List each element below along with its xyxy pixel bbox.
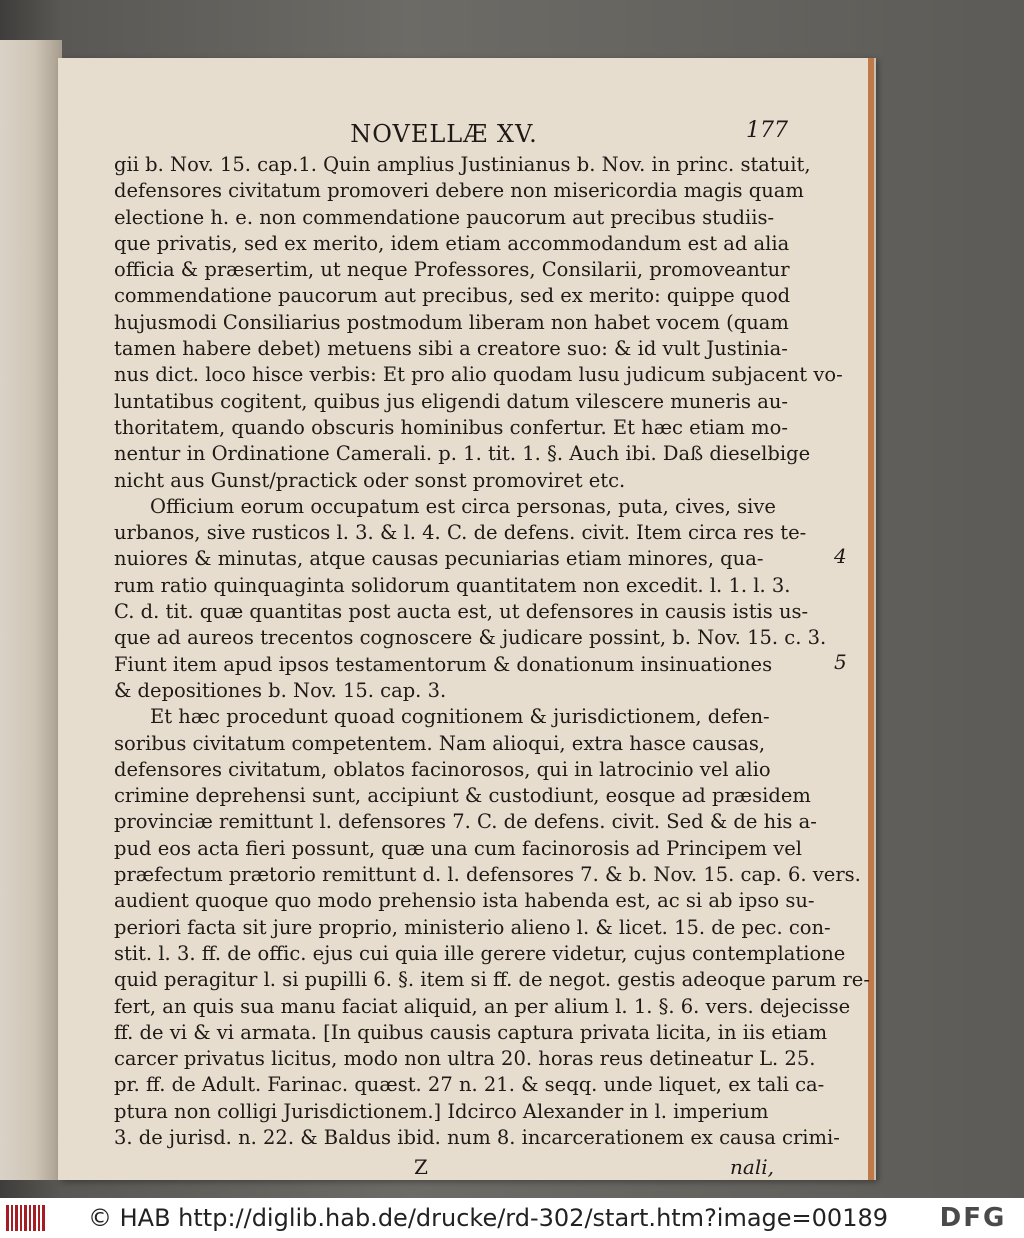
text-line: pud eos acta fieri possunt, quæ una cum facinorosis ad Principem vel — [114, 836, 803, 860]
text-line: nicht aus Gunst/practick oder sonst promoviret etc. — [114, 468, 626, 492]
text-line: Et hæc procedunt quoad cognitionem & jurisdictionem, defen- — [150, 705, 770, 729]
text-line: commendatione paucorum aut precibus, sed ex merito: quippe quod — [114, 284, 791, 308]
text-line: Officium eorum occupatum est circa personas, puta, cives, sive — [150, 494, 776, 518]
text-line: officia & præsertim, ut neque Professores, Consilarii, promoveantur — [114, 258, 790, 282]
text-line: & depositiones b. Nov. 15. cap. 3. — [114, 678, 447, 702]
margin-number: 4 — [834, 544, 847, 568]
running-title: NOVELLÆ XV. — [350, 120, 538, 148]
text-line: ff. de vi & vi armata. [In quibus causis captura privata licita, in iis etiam — [114, 1020, 828, 1044]
copyright-url: © HAB http://diglib.hab.de/drucke/rd-302/start.htm?image=00189 — [87, 1204, 889, 1232]
text-line: nentur in Ordinatione Camerali. p. 1. tit. 1. §. Auch ibi. Daß dieselbige — [114, 442, 811, 466]
text-line: fert, an quis sua manu faciat aliquid, an per alium l. 1. §. 6. vers. dejecisse — [114, 994, 851, 1018]
text-line: 3. de jurisd. n. 22. & Baldus ibid. num 8. incarcerationem ex causa crimi- — [114, 1125, 840, 1149]
margin-number: 5 — [834, 650, 847, 674]
text-line: rum ratio quinquaginta solidorum quantitatem non excedit. l. 1. l. 3. — [114, 573, 791, 597]
text-line: que ad aureos trecentos cognoscere & judicare possint, b. Nov. 15. c. 3. — [114, 626, 827, 650]
running-head — [114, 118, 788, 152]
text-line: soribus civitatum competentem. Nam alioqui, extra hasce causas, — [114, 731, 766, 755]
text-line: luntatibus cogitent, quibus jus eligendi datum vilescere muneris au- — [114, 389, 788, 413]
body-text — [114, 152, 870, 1151]
signature-mark: Z — [414, 1155, 428, 1180]
text-line: præfectum prætorio remittunt d. l. defensores 7. & b. Nov. 15. cap. 6. vers. — [114, 863, 861, 887]
text-line: nuiores & minutas, atque causas pecuniarias etiam minores, qua- — [114, 547, 764, 571]
text-line: thoritatem, quando obscuris hominibus confertur. Et hæc etiam mo- — [114, 415, 788, 439]
text-line: gii b. Nov. 15. cap.1. Quin amplius Justinianus b. Nov. in princ. statuit, — [114, 153, 811, 176]
text-line: ptura non colligi Jurisdictionem.] Idcirco Alexander in l. imperium — [114, 1099, 769, 1123]
facing-page-edge — [0, 40, 62, 1180]
text-line: stit. l. 3. ff. de offic. ejus cui quia ille gerere videtur, cujus contemplatione — [114, 941, 846, 965]
text-line: periori facta sit jure proprio, ministerio alieno l. & licet. 15. de pec. con- — [114, 915, 831, 939]
text-line: audient quoque quo modo prehensio ista habenda est, ac si ab ipso su- — [114, 889, 815, 913]
page-footer-line — [114, 1155, 774, 1183]
catchword: nali, — [730, 1155, 774, 1180]
text-line: C. d. tit. quæ quantitas post aucta est, ut defensores in causis istis us- — [114, 600, 809, 624]
text-line: electione h. e. non commendatione paucorum aut precibus studiis- — [114, 205, 775, 229]
page-number: 177 — [746, 118, 788, 143]
text-line: tamen habere debet) metuens sibi a creatore suo: & id vult Justinia- — [114, 337, 788, 361]
text-line: crimine deprehensi sunt, accipiunt & custodiunt, eosque ad præsidem — [114, 784, 811, 808]
viewer-footer — [0, 1198, 1024, 1238]
page-content — [114, 118, 870, 1183]
dfg-logo: DFG — [939, 1203, 1007, 1233]
book-page — [58, 58, 874, 1180]
text-line: Fiunt item apud ipsos testamentorum & donationum insinuationes — [114, 652, 773, 676]
text-line: que privatis, sed ex merito, idem etiam accommodandum est ad alia — [114, 231, 790, 255]
hab-barcode-logo — [6, 1205, 46, 1231]
text-line: hujusmodi Consiliarius postmodum liberam non habet vocem (quam — [114, 310, 789, 334]
text-line: provinciæ remittunt l. defensores 7. C. de defens. civit. Sed & de his a- — [114, 810, 817, 834]
text-line: defensores civitatum promoveri debere non misericordia magis quam — [114, 179, 804, 203]
text-line: quid peragitur l. si pupilli 6. §. item si ff. de negot. gestis adeoque parum re- — [114, 968, 870, 992]
text-line: urbanos, sive rusticos l. 3. & l. 4. C. de defens. civit. Item circa res te- — [114, 521, 807, 545]
text-line: carcer privatus licitus, modo non ultra 20. horas reus detineatur L. 25. — [114, 1047, 816, 1071]
text-line: nus dict. loco hisce verbis: Et pro alio quodam lusu judicum subjacent vo- — [114, 363, 843, 387]
text-line: pr. ff. de Adult. Farinac. quæst. 27 n. 21. & seqq. unde liquet, ex tali ca- — [114, 1073, 825, 1097]
text-line: defensores civitatum, oblatos facinorosos, qui in latrocinio vel alio — [114, 757, 771, 781]
